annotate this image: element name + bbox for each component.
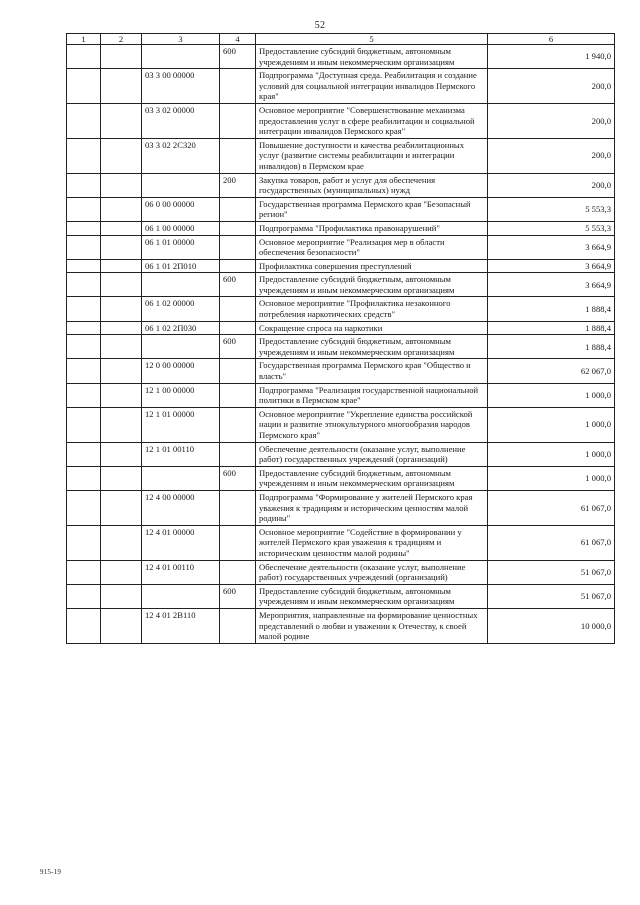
cell-expense-type: [220, 103, 256, 138]
cell-expense-type: [220, 69, 256, 104]
cell-col2: [101, 466, 142, 490]
cell-expense-type: 600: [220, 45, 256, 69]
cell-amount: 1 940,0: [488, 45, 615, 69]
cell-name: Государственная программа Пермского края "Безопасный регион": [256, 197, 488, 221]
cell-expense-type: 600: [220, 335, 256, 359]
cell-target-code: 12 4 00 00000: [142, 490, 220, 525]
cell-col1: [67, 45, 101, 69]
table-row: [67, 197, 615, 221]
cell-col1: [67, 235, 101, 259]
cell-col1: [67, 321, 101, 335]
cell-name: Основное мероприятие "Совершенствование механизма предоставления услуг в сфере реабилитации и социальной интеграции инвалидов Пермского края": [256, 103, 488, 138]
cell-name: Предоставление субсидий бюджетным, автономным учреждениям и иным некоммерческим организациям: [256, 466, 488, 490]
table-row: [67, 466, 615, 490]
column-header: 3: [142, 34, 220, 45]
cell-col1: [67, 359, 101, 383]
cell-amount: 1 000,0: [488, 466, 615, 490]
cell-col2: [101, 69, 142, 104]
table-row: [67, 235, 615, 259]
cell-amount: 1 000,0: [488, 383, 615, 407]
cell-col1: [67, 138, 101, 173]
cell-name: Профилактика совершения преступлений: [256, 259, 488, 273]
cell-target-code: 06 1 02 00000: [142, 297, 220, 321]
cell-col1: [67, 259, 101, 273]
cell-col1: [67, 197, 101, 221]
table-header: [67, 34, 615, 45]
cell-col1: [67, 466, 101, 490]
cell-col1: [67, 407, 101, 442]
cell-amount: 5 553,3: [488, 221, 615, 235]
cell-col2: [101, 321, 142, 335]
table-row: [67, 321, 615, 335]
cell-name: Подпрограмма "Профилактика правонарушений": [256, 221, 488, 235]
cell-amount: 200,0: [488, 173, 615, 197]
cell-amount: 61 067,0: [488, 490, 615, 525]
cell-expense-type: 600: [220, 273, 256, 297]
cell-target-code: [142, 45, 220, 69]
cell-col2: [101, 197, 142, 221]
cell-col2: [101, 525, 142, 560]
cell-expense-type: [220, 359, 256, 383]
cell-expense-type: 600: [220, 466, 256, 490]
cell-expense-type: [220, 138, 256, 173]
column-header: 4: [220, 34, 256, 45]
table-row: [67, 221, 615, 235]
cell-amount: 1 888,4: [488, 321, 615, 335]
table-row: [67, 560, 615, 584]
cell-col2: [101, 221, 142, 235]
cell-amount: 1 888,4: [488, 335, 615, 359]
cell-col1: [67, 490, 101, 525]
cell-col1: [67, 525, 101, 560]
cell-col1: [67, 221, 101, 235]
cell-col2: [101, 138, 142, 173]
cell-expense-type: [220, 383, 256, 407]
cell-amount: 62 067,0: [488, 359, 615, 383]
cell-amount: 1 000,0: [488, 407, 615, 442]
cell-expense-type: [220, 259, 256, 273]
table-row: [67, 608, 615, 643]
table-row: [67, 273, 615, 297]
cell-target-code: 12 0 00 00000: [142, 359, 220, 383]
cell-expense-type: [220, 490, 256, 525]
cell-expense-type: [220, 197, 256, 221]
cell-target-code: 06 0 00 00000: [142, 197, 220, 221]
cell-expense-type: 600: [220, 584, 256, 608]
cell-name: Государственная программа Пермского края "Общество и власть": [256, 359, 488, 383]
cell-name: Основное мероприятие "Содействие в формировании у жителей Пермского края уважения к традициям и историческим ценностям малой родины": [256, 525, 488, 560]
cell-amount: 200,0: [488, 69, 615, 104]
cell-col2: [101, 490, 142, 525]
cell-target-code: 03 3 00 00000: [142, 69, 220, 104]
cell-expense-type: 200: [220, 173, 256, 197]
cell-name: Сокращение спроса на наркотики: [256, 321, 488, 335]
cell-target-code: 12 4 01 2В110: [142, 608, 220, 643]
cell-target-code: 03 3 02 00000: [142, 103, 220, 138]
table-row: [67, 138, 615, 173]
table-row: [67, 103, 615, 138]
cell-col1: [67, 335, 101, 359]
cell-name: Предоставление субсидий бюджетным, автономным учреждениям и иным некоммерческим организациям: [256, 45, 488, 69]
cell-expense-type: [220, 560, 256, 584]
cell-name: Основное мероприятие "Реализация мер в области обеспечения безопасности": [256, 235, 488, 259]
cell-col2: [101, 560, 142, 584]
cell-expense-type: [220, 235, 256, 259]
cell-col1: [67, 273, 101, 297]
cell-name: Закупка товаров, работ и услуг для обеспечения государственных (муниципальных) нужд: [256, 173, 488, 197]
table-row: [67, 335, 615, 359]
column-header: 6: [488, 34, 615, 45]
cell-name: Подпрограмма "Реализация государственной национальной политики в Пермском крае": [256, 383, 488, 407]
table-row: [67, 173, 615, 197]
cell-expense-type: [220, 525, 256, 560]
table-row: [67, 407, 615, 442]
cell-target-code: 06 1 01 2П010: [142, 259, 220, 273]
cell-name: Основное мероприятие "Профилактика незаконного потребления наркотических средств": [256, 297, 488, 321]
cell-col2: [101, 407, 142, 442]
column-header: 2: [101, 34, 142, 45]
table-row: [67, 383, 615, 407]
cell-name: Подпрограмма "Доступная среда. Реабилитация и создание условий для социальной интеграции инвалидов Пермского края": [256, 69, 488, 104]
cell-expense-type: [220, 297, 256, 321]
cell-name: Обеспечение деятельности (оказание услуг, выполнение работ) государственных учреждений (организаций): [256, 442, 488, 466]
cell-col2: [101, 259, 142, 273]
cell-expense-type: [220, 321, 256, 335]
cell-target-code: 12 4 01 00110: [142, 560, 220, 584]
cell-expense-type: [220, 442, 256, 466]
cell-col2: [101, 442, 142, 466]
cell-target-code: 06 1 01 00000: [142, 235, 220, 259]
cell-target-code: 12 1 01 00110: [142, 442, 220, 466]
cell-amount: 3 664,9: [488, 235, 615, 259]
cell-target-code: 03 3 02 2C320: [142, 138, 220, 173]
cell-expense-type: [220, 407, 256, 442]
cell-col1: [67, 173, 101, 197]
cell-col1: [67, 608, 101, 643]
cell-target-code: [142, 335, 220, 359]
cell-target-code: [142, 584, 220, 608]
table-row: [67, 359, 615, 383]
cell-col2: [101, 173, 142, 197]
cell-amount: 200,0: [488, 138, 615, 173]
cell-amount: 5 553,3: [488, 197, 615, 221]
table-row: [67, 584, 615, 608]
cell-target-code: 12 1 01 00000: [142, 407, 220, 442]
table-body: [67, 45, 615, 644]
cell-col1: [67, 297, 101, 321]
table-row: [67, 442, 615, 466]
cell-col1: [67, 442, 101, 466]
cell-col1: [67, 383, 101, 407]
cell-col2: [101, 335, 142, 359]
cell-amount: 51 067,0: [488, 560, 615, 584]
cell-col2: [101, 383, 142, 407]
column-header: 1: [67, 34, 101, 45]
cell-col2: [101, 235, 142, 259]
table-row: [67, 69, 615, 104]
header-row: [67, 34, 615, 45]
budget-table: [66, 33, 615, 644]
cell-col2: [101, 584, 142, 608]
cell-amount: 1 000,0: [488, 442, 615, 466]
table-row: [67, 297, 615, 321]
footer-mark: 915-19: [40, 868, 62, 876]
cell-amount: 3 664,9: [488, 259, 615, 273]
cell-col1: [67, 560, 101, 584]
cell-col2: [101, 273, 142, 297]
cell-col1: [67, 103, 101, 138]
cell-col1: [67, 69, 101, 104]
cell-target-code: 12 1 00 00000: [142, 383, 220, 407]
cell-amount: 10 000,0: [488, 608, 615, 643]
cell-name: Мероприятия, направленные на формирование ценностных представлений о любви и уважении к Отечеству, к своей малой родине: [256, 608, 488, 643]
cell-name: Предоставление субсидий бюджетным, автономным учреждениям и иным некоммерческим организациям: [256, 273, 488, 297]
cell-target-code: 12 4 01 00000: [142, 525, 220, 560]
cell-col2: [101, 297, 142, 321]
cell-name: Предоставление субсидий бюджетным, автономным учреждениям и иным некоммерческим организациям: [256, 584, 488, 608]
cell-name: Обеспечение деятельности (оказание услуг, выполнение работ) государственных учреждений (организаций): [256, 560, 488, 584]
cell-expense-type: [220, 608, 256, 643]
cell-name: Подпрограмма "Формирование у жителей Пермского края уважения к традициям и историческим ценностям малой родины": [256, 490, 488, 525]
cell-amount: 51 067,0: [488, 584, 615, 608]
cell-amount: 61 067,0: [488, 525, 615, 560]
cell-col2: [101, 359, 142, 383]
cell-col2: [101, 608, 142, 643]
cell-amount: 200,0: [488, 103, 615, 138]
cell-target-code: [142, 466, 220, 490]
cell-target-code: [142, 173, 220, 197]
cell-col2: [101, 45, 142, 69]
column-header: 5: [256, 34, 488, 45]
cell-name: Повышение доступности и качества реабилитационных услуг (развитие системы реабилитации и интеграции инвалидов) в Пермском крае: [256, 138, 488, 173]
cell-amount: 1 888,4: [488, 297, 615, 321]
cell-target-code: [142, 273, 220, 297]
cell-col2: [101, 103, 142, 138]
cell-target-code: 06 1 00 00000: [142, 221, 220, 235]
cell-amount: 3 664,9: [488, 273, 615, 297]
cell-name: Основное мероприятие "Укрепление единства российской нации и развитие этнокультурного многообразия народов Пермского края": [256, 407, 488, 442]
table-row: [67, 490, 615, 525]
table-row: [67, 259, 615, 273]
table-row: [67, 525, 615, 560]
table-row: [67, 45, 615, 69]
cell-expense-type: [220, 221, 256, 235]
cell-name: Предоставление субсидий бюджетным, автономным учреждениям и иным некоммерческим организациям: [256, 335, 488, 359]
cell-col1: [67, 584, 101, 608]
cell-target-code: 06 1 02 2П030: [142, 321, 220, 335]
page-number: 52: [314, 20, 326, 31]
